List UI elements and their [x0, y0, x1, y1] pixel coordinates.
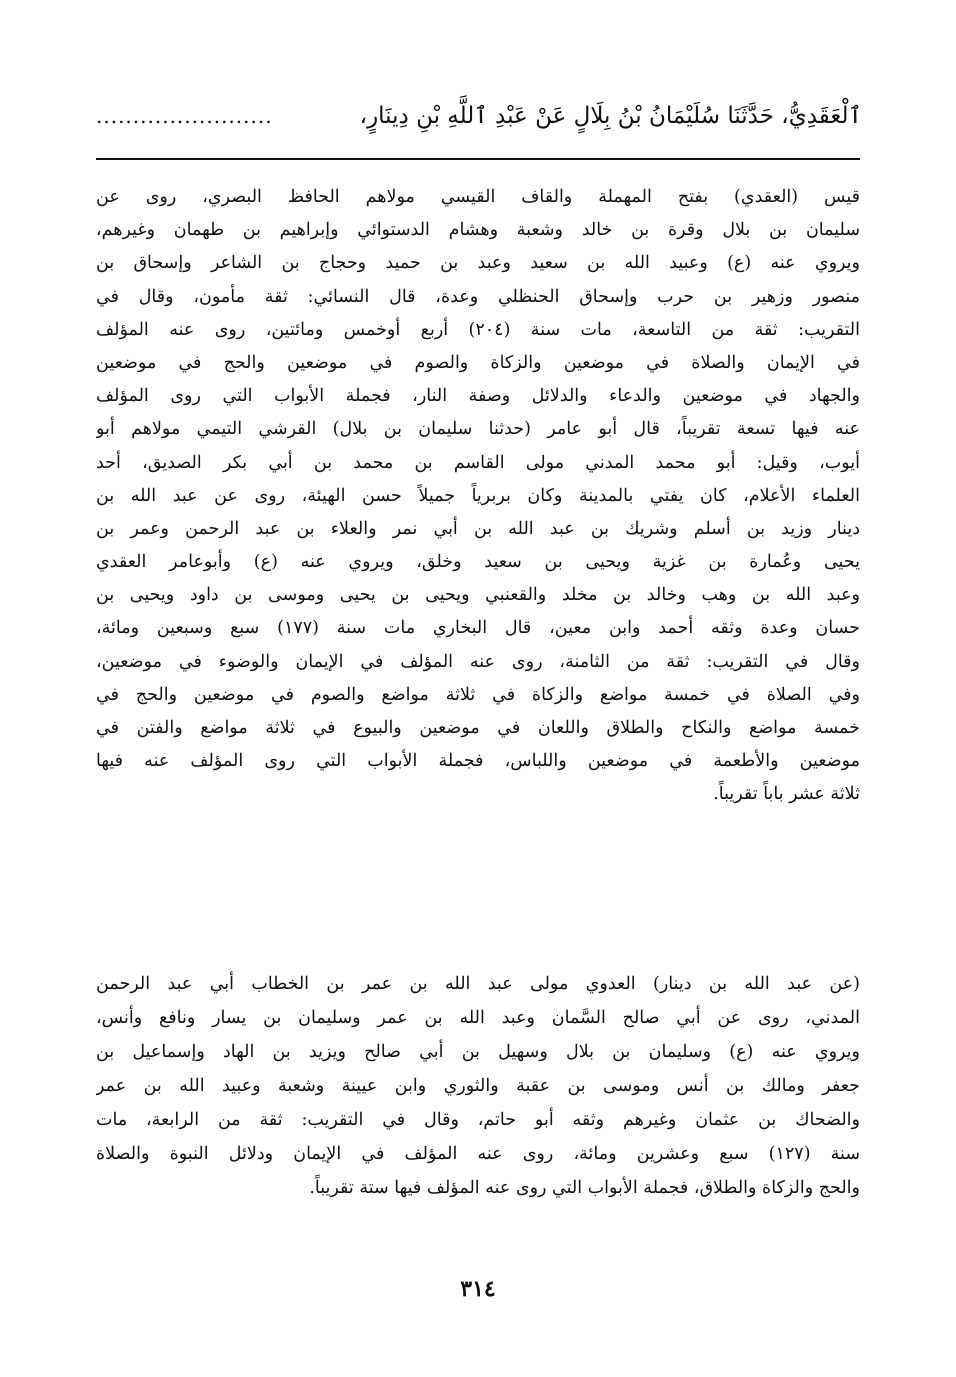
text-line: والجهاد في موضعين والدعاء والدلائل وصفة النار، فجملة الأبواب التي روى المؤلف — [96, 386, 860, 407]
text-line: دينار وزيد بن أسلم وشريك بن عبد الله بن أبي نمر والعلاء بن عبد الرحمن وعمر بن — [96, 518, 860, 539]
text-line: خمسة مواضع والنكاح والطلاق واللعان في موضعين والبيوع في ثلاثة مواضع والفتن في — [96, 718, 860, 738]
separator-rule — [96, 158, 860, 160]
page-number: ٣١٤ — [460, 1276, 496, 1302]
text-line: يحيى وعُمارة بن غزية ويحيى بن سعيد وخلق، ويروي عنه (ع) وأبوعامر العقدي — [96, 552, 860, 573]
commentary-paragraph-2 — [96, 967, 860, 1205]
text-line: سليمان بن بلال وقرة بن خالد وشعبة وهشام الدستوائي وإبراهيم بن طهمان وغيرهم، — [96, 220, 860, 241]
text-line: عنه فيها تسعة تقريباً، قال أبو عامر (حدثنا سليمان بن بلال) القرشي التيمي مولاهم أبو — [96, 419, 860, 440]
text-line: جعفر ومالك بن أنس وموسى بن عقبة والثوري وابن عيينة وشعبة وعبيد الله بن عمر — [96, 1076, 860, 1096]
text-line: قيس (العقدي) بفتح المهملة والقاف القيسي مولاهم الحافظ البصري، روى عن — [96, 187, 860, 207]
header-dots: ........................ — [96, 104, 273, 128]
text-line: سنة (١٢٧) سبع وعشرين ومائة، روى عنه المؤلف في الإيمان ودلائل النبوة والصلاة — [96, 1144, 860, 1164]
text-line: العلماء الأعلام، كان يفتي بالمدينة وكان بربرياً جميلاً حسن الهيئة، روى عن عبد الله بن — [96, 485, 860, 506]
text-line: منصور وزهير بن حرب وإسحاق الحنظلي وعدة، قال النسائي: ثقة مأمون، وقال في — [96, 286, 860, 307]
text-line: (عن عبد الله بن دينار) العدوي مولى عبد الله بن عمر بن الخطاب أبي عبد الرحمن — [96, 974, 860, 994]
text-line: ويروي عنه (ع) وسليمان بن بلال وسهيل بن أبي صالح ويزيد بن الهاد وإسماعيل بن — [96, 1042, 860, 1062]
header-text: ٱلْعَقَدِيُّ، حَدَّثَنَا سُلَيْمَانُ بْنُ بِلَالٍ عَنْ عَبْدِ ٱللَّهِ بْنِ دِينَارٍ، — [359, 103, 862, 129]
commentary-paragraph-1 — [96, 181, 860, 812]
text-line: أيوب، وقيل: أبو محمد المدني مولى القاسم بن محمد بن أبي بكر الصديق، أحد — [96, 452, 860, 473]
text-line: والحج والزكاة والطلاق، فجملة الأبواب التي روى عنه المؤلف فيها ستة تقريباً. — [309, 1178, 860, 1198]
text-line: المدني، روى عن أبي صالح السَّمان وعبد الله بن عمر وسليمان بن يسار ونافع وأنس، — [96, 1008, 860, 1028]
text-line: التقريب: ثقة من التاسعة، مات سنة (٢٠٤) أربع أوخمس ومائتين، روى عنه المؤلف — [96, 319, 860, 340]
text-line: وقال في التقريب: ثقة من الثامنة، روى عنه المؤلف في الإيمان والوضوء في موضعين، — [96, 651, 860, 672]
text-line: وفي الصلاة في خمسة مواضع والزكاة في ثلاثة مواضع والصوم في موضعين والحج في — [96, 684, 860, 705]
text-line: والضحاك بن عثمان وغيرهم وثقه أبو حاتم، وقال في التقريب: ثقة من الرابعة، مات — [96, 1110, 860, 1130]
text-line: في الإيمان والصلاة في موضعين والزكاة والصوم في موضعين والحج في موضعين — [96, 352, 860, 373]
text-line: ويروي عنه (ع) وعبيد الله بن سعيد وعبد بن حميد وحجاج بن الشاعر وإسحاق بن — [96, 253, 860, 274]
text-line: حسان وعدة وثقه أحمد وابن معين، قال البخاري مات سنة (١٧٧) سبع وسبعين ومائة، — [96, 618, 860, 639]
text-line: وعبد الله بن وهب وخالد بن مخلد والقعنبي ويحيى بن يحيى وموسى بن داود ويحيى بن — [96, 585, 860, 606]
text-line: ثلاثة عشر باباً تقريباً. — [713, 784, 860, 805]
verse-header — [96, 103, 862, 129]
text-line: موضعين والأطعمة في موضعين واللباس، فجملة الأبواب التي روى المؤلف عنه فيها — [96, 751, 860, 772]
